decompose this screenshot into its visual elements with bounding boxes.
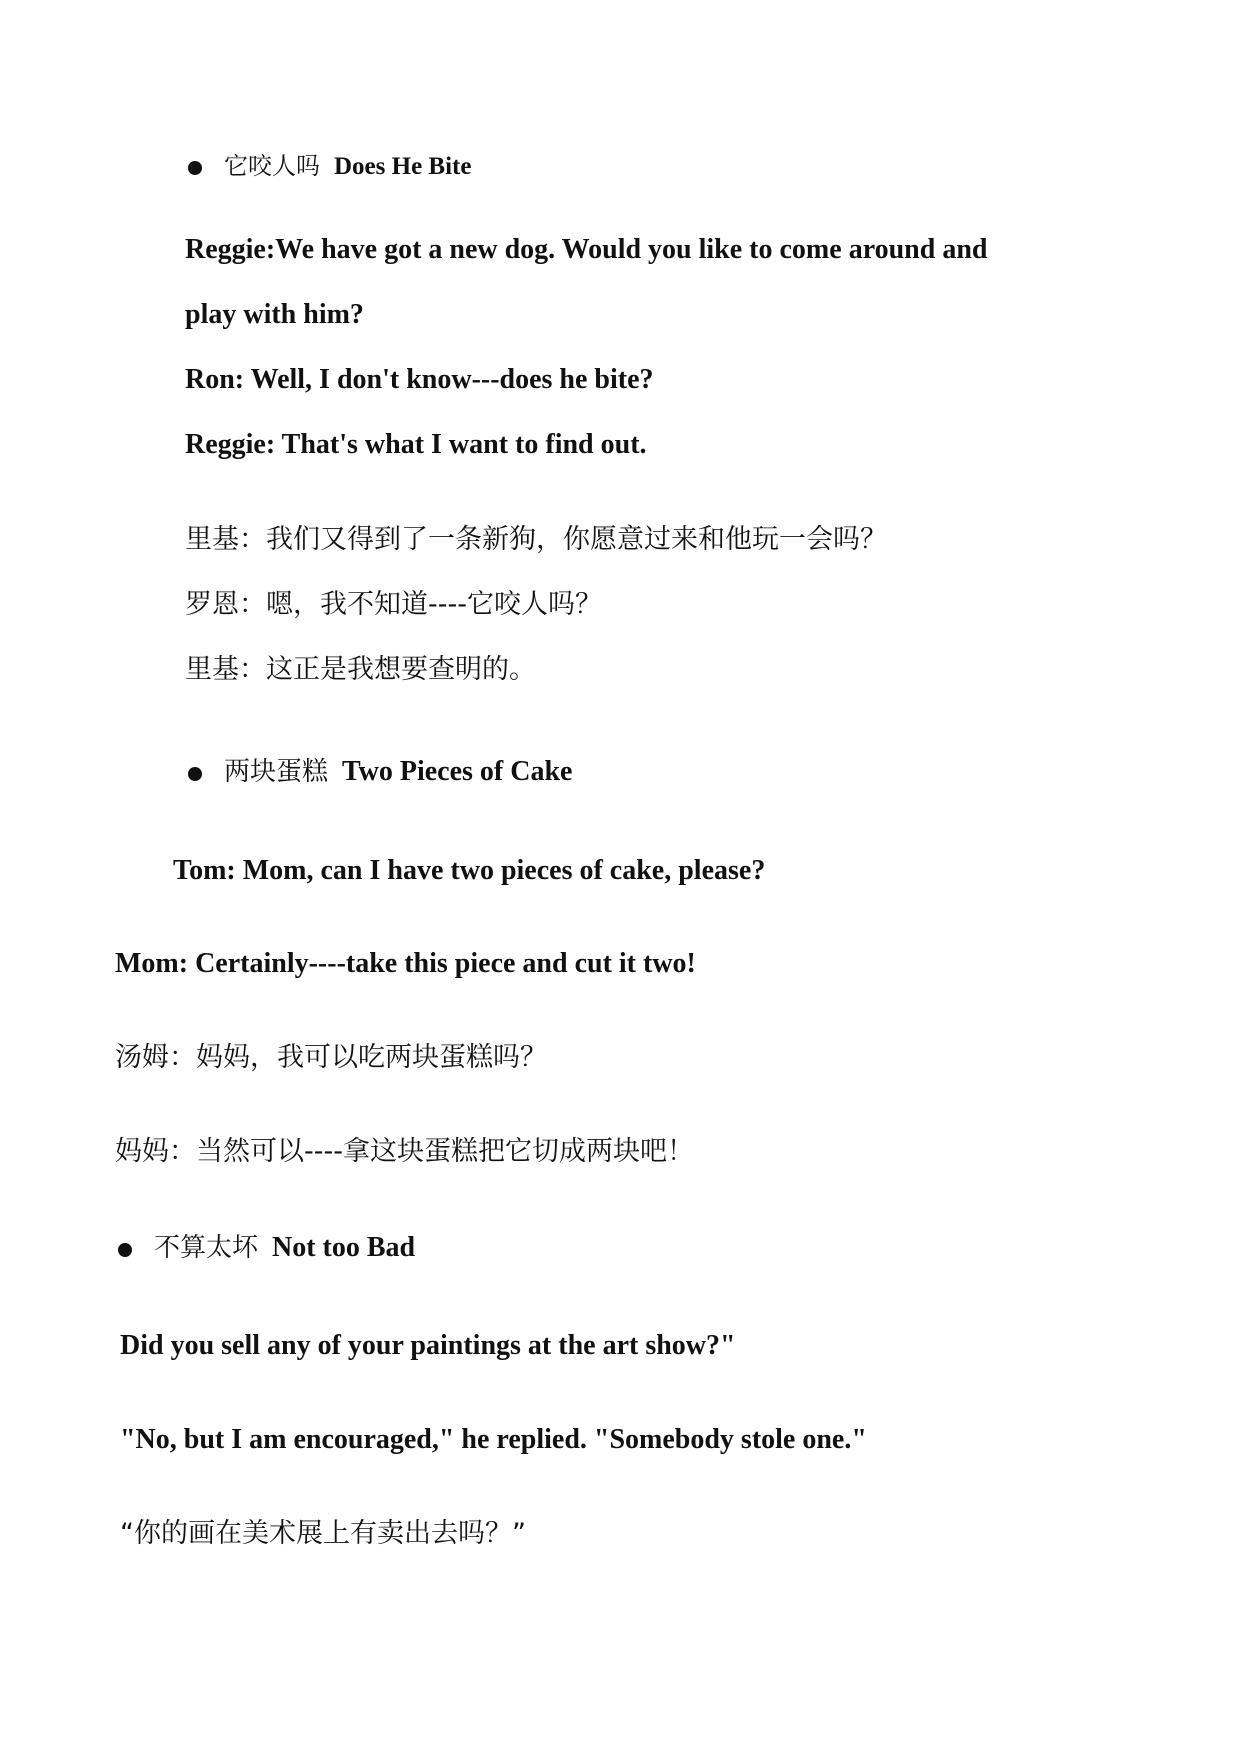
bullet-icon [188,767,202,781]
translation-line: 罗恩：嗯，我不知道----它咬人吗？ [185,589,602,620]
translation-line: 汤姆：妈妈，我可以吃两块蛋糕吗？ [115,1042,547,1073]
dialogue-line: play with him? [185,299,364,330]
translation-line: 里基：这正是我想要查明的。 [185,654,536,685]
dialogue-line: Tom: Mom, can I have two pieces of cake, please? [173,855,766,886]
section-heading-does-he-bite [188,148,471,188]
dialogue-line: Reggie: That's what I want to find out. [185,429,647,460]
dialogue-line: Did you sell any of your paintings at the art show?" [120,1330,736,1361]
dialogue-line: Mom: Certainly----take this piece and cut it two! [115,948,696,979]
section-heading-two-pieces-of-cake [188,754,572,794]
section-title-en: Two Pieces of Cake [342,756,573,787]
section-title-zh: 不算太坏 [154,1233,259,1263]
section-title-zh: 两块蛋糕 [224,757,329,787]
section-heading-not-too-bad [118,1230,415,1270]
translation-line: “你的画在美术展上有卖出去吗？” [120,1518,526,1549]
bullet-icon [118,1243,132,1257]
dialogue-line: "No, but I am encouraged," he replied. "Somebody stole one." [120,1424,867,1455]
section-title-en: Not too Bad [272,1232,416,1263]
bullet-icon [188,161,202,175]
section-title-zh: 它咬人吗 [224,152,320,180]
dialogue-line: Ron: Well, I don't know---does he bite? [185,364,654,395]
dialogue-line: Reggie:We have got a new dog. Would you like to come around and [185,234,988,265]
section-title-en: Does He Bite [334,153,472,180]
translation-line: 妈妈：当然可以----拿这块蛋糕把它切成两块吧！ [115,1136,694,1167]
translation-line: 里基：我们又得到了一条新狗，你愿意过来和他玩一会吗？ [185,524,887,555]
